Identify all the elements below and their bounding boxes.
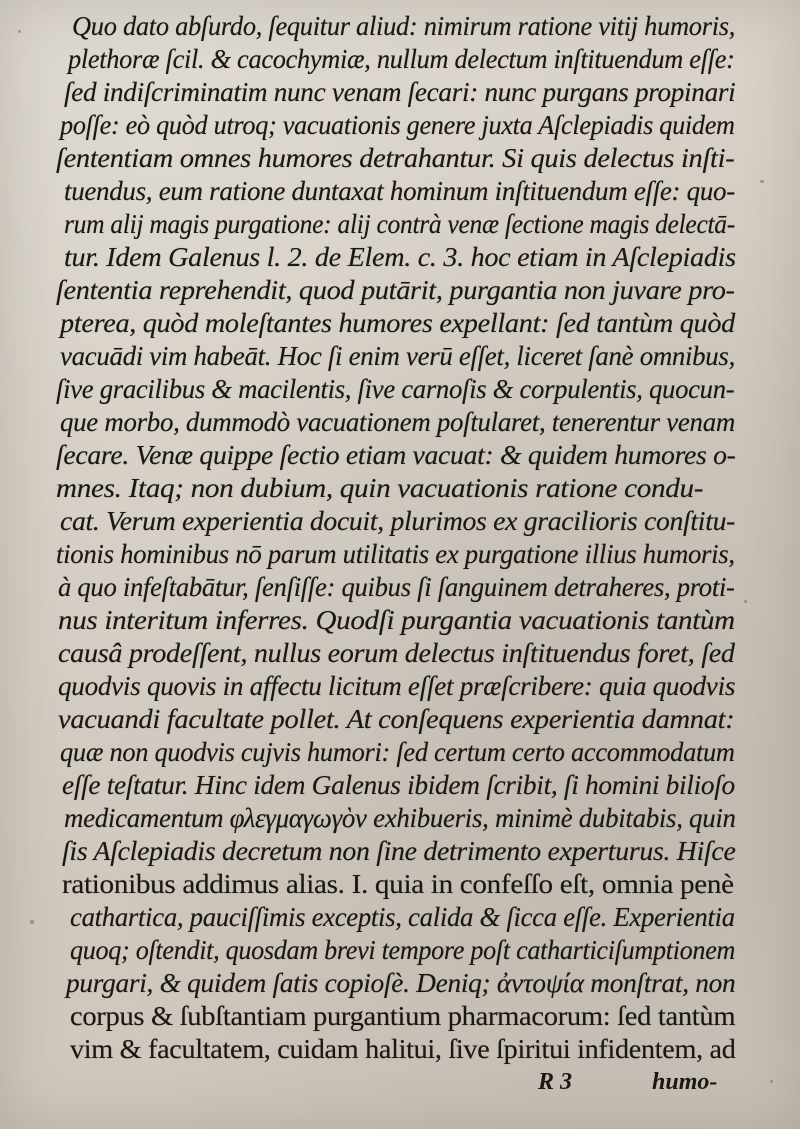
text-line: quoq; oſtendit, quosdam brevi tempore poſt catharticiſumptionem [70, 935, 736, 965]
text-line: vacuādi vim habeāt. Hoc ſi enim verū eſſet, liceret ſanè omnibus, [60, 341, 735, 371]
text-line: medicamentum φλεγμαγωγὸν exhibueris, minimè dubitabis, quin [64, 803, 736, 833]
text-line: nus interitum inferres. Quodſi purgantia vacuationis tantùm [58, 605, 735, 635]
paper-speck [760, 180, 764, 183]
paper-speck [770, 1080, 773, 1083]
text-line: rationibus addimus alias. I. quia in confeſſo eſt, omnia penè [62, 869, 734, 899]
text-line: ſententia reprehendit, quod putārit, purgantia non juvare pro- [56, 275, 735, 305]
text-line: ſive gracilibus & macilentis, ſive carnoſis & corpulentis, quocun- [56, 374, 735, 404]
text-line: vim & facultatem, cuidam halitui, ſive ſpiritui infidentem, ad [70, 1034, 736, 1064]
text-line: Quo dato abſurdo, ſequitur aliud: nimirum ratione vitij humoris, [72, 11, 736, 41]
signature-mark: R 3 [538, 1069, 573, 1095]
text-line: à quo infeſtabātur, ſenſiſſe: quibus ſi ſanguinem detraheres, proti- [58, 572, 735, 602]
text-line: cathartica, pauciſſimis exceptis, calida & ſicca eſſe. Experientia [70, 902, 735, 932]
text-line: rum alij magis purgatione: alij contrà venæ ſectione magis delectā- [64, 209, 735, 239]
text-line: tur. Idem Galenus l. 2. de Elem. c. 3. hoc etiam in Aſclepiadis [64, 242, 736, 272]
paper-speck [18, 30, 21, 33]
text-line: corpus & ſubſtantiam purgantium pharmacorum: ſed tantùm [70, 1001, 736, 1031]
catchword: humo- [652, 1069, 718, 1095]
text-line: vacuandi facultate pollet. At conſequens experientia damnat: [58, 704, 735, 734]
text-line: quodvis quovis in affectu licitum eſſet præſcribere: quia quodvis [58, 671, 736, 701]
text-line: ſed indiſcriminatim nunc venam ſecari: nunc purgans propinari [64, 77, 736, 107]
text-line: ſententiam omnes humores detrahantur. Si quis delectus inſti- [56, 143, 735, 173]
text-line: quæ non quodvis cujvis humori: ſed certum certo accommodatum [60, 737, 735, 767]
text-line: que morbo, dummodò vacuationem poſtularet, tenerentur venam [60, 407, 735, 437]
text-line: tuendus, eum ratione duntaxat hominum inſtituendum eſſe: quo- [64, 176, 735, 206]
paper-speck [744, 600, 747, 603]
text-line: tionis hominibus nō parum utilitatis ex purgatione illius humoris, [56, 539, 735, 569]
text-line: eſſe teſtatur. Hinc idem Galenus ibidem ſcribit, ſi homini bilioſo [62, 770, 735, 800]
text-line: mnes. Itaq; non dubium, quin vacuationis ratione condu- [56, 473, 704, 503]
text-line: purgari, & quidem ſatis copioſè. Deniq; ἀντοψία monſtrat, non [66, 968, 736, 998]
text-line: ſecare. Venæ quippe ſectio etiam vacuat: & quidem humores o- [56, 440, 736, 470]
text-line: pterea, quòd moleſtantes humores expellant: ſed tantùm quòd [60, 308, 735, 338]
text-line: plethoræ ſcil. & cacochymiæ, nullum delectum inſtituendum eſſe: [68, 44, 735, 74]
paper-speck [30, 920, 34, 924]
text-line: causâ prodeſſent, nullus eorum delectus inſtituendus foret, ſed [58, 638, 735, 668]
text-line: cat. Verum experientia docuit, plurimos ex gracilioris conſtitu- [60, 506, 736, 536]
text-line: ſis Aſclepiadis decretum non ſine detrimento experturus. Hiſce [62, 836, 736, 866]
text-line: poſſe: eò quòd utroq; vacuationis genere juxta Aſclepiadis quidem [60, 110, 735, 140]
